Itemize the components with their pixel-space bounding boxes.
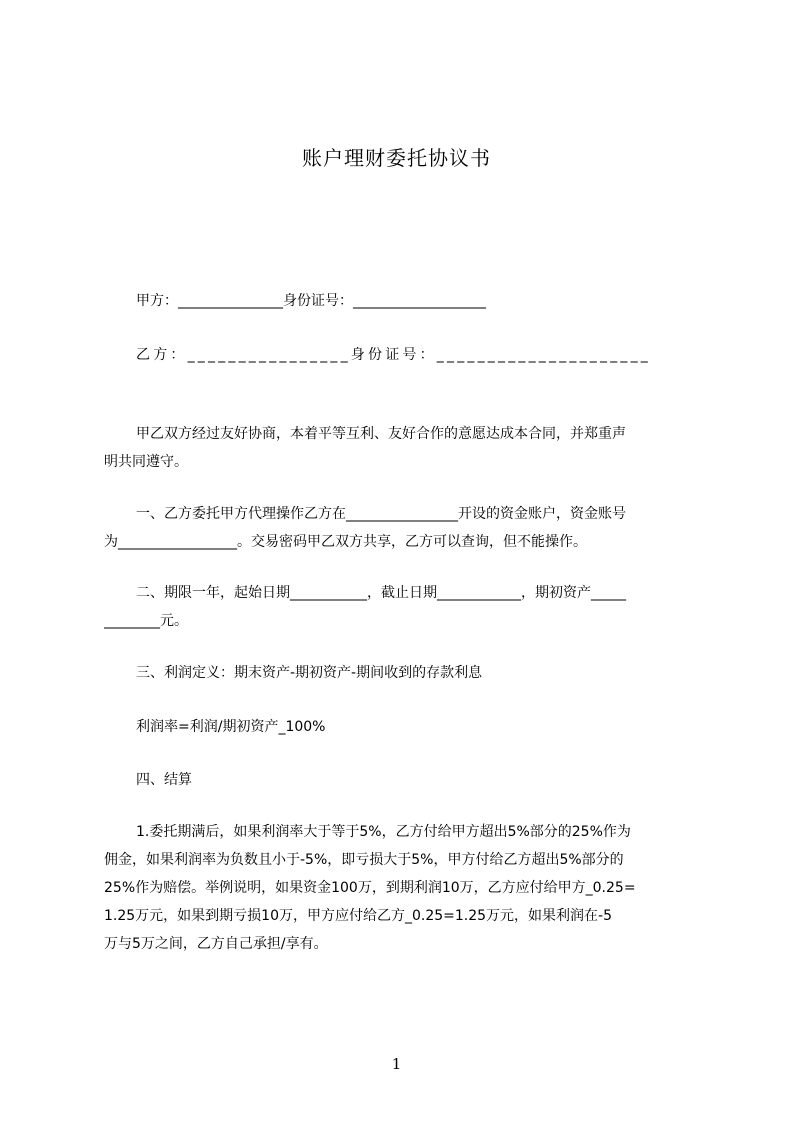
intro-paragraph xyxy=(104,420,702,476)
clause-4-heading: 四、结算 xyxy=(136,772,192,788)
clause-1-paragraph xyxy=(104,500,702,556)
party-a-line: 甲方：_______________身份证号：___________________ xyxy=(136,293,486,309)
clause-2-paragraph xyxy=(104,579,702,635)
clause-1-line-2: 为_________________。交易密码甲乙双方共享，乙方可以查询，但不能操作。 xyxy=(104,534,587,550)
clause-2-line-2: ________元。 xyxy=(104,613,188,629)
settlement-line-1: 1.委托期满后，如果利润率大于等于5%，乙方付给甲方超出5%部分的25%作为 xyxy=(136,824,631,840)
clause-1-line-1: 一、乙方委托甲方代理操作乙方在________________开设的资金账户，资金账号 xyxy=(136,506,626,522)
clause-2-line-1: 二、期限一年，起始日期___________，截止日期____________，期初资产_____ xyxy=(136,585,626,601)
party-b-line: 乙方：________________身份证号：_____________________ xyxy=(136,347,651,363)
clause-3-line: 三、利润定义：期末资产-期初资产-期间收到的存款利息 xyxy=(136,665,483,681)
profit-rate-line: 利润率=利润/期初资产_100% xyxy=(136,719,326,735)
intro-line-2: 明共同遵守。 xyxy=(104,454,188,470)
document-title: 账户理财委托协议书 xyxy=(302,146,491,170)
page-number: 1 xyxy=(391,1055,402,1073)
settlement-line-4: 1.25万元，如果到期亏损10万，甲方应付给乙方_0.25=1.25万元，如果利润在-5 xyxy=(104,908,613,924)
settlement-line-5: 万与5万之间，乙方自己承担/享有。 xyxy=(104,936,328,952)
settlement-line-2: 佣金，如果利润率为负数且小于-5%，即亏损大于5%，甲方付给乙方超出5%部分的 xyxy=(104,852,624,868)
intro-line-1: 甲乙双方经过友好协商，本着平等互利、友好合作的意愿达成本合同，并郑重声 xyxy=(136,426,626,442)
settlement-line-3: 25%作为赔偿。举例说明，如果资金100万，到期利润10万，乙方应付给甲方_0.25= xyxy=(104,880,636,896)
settlement-paragraph xyxy=(104,818,702,958)
